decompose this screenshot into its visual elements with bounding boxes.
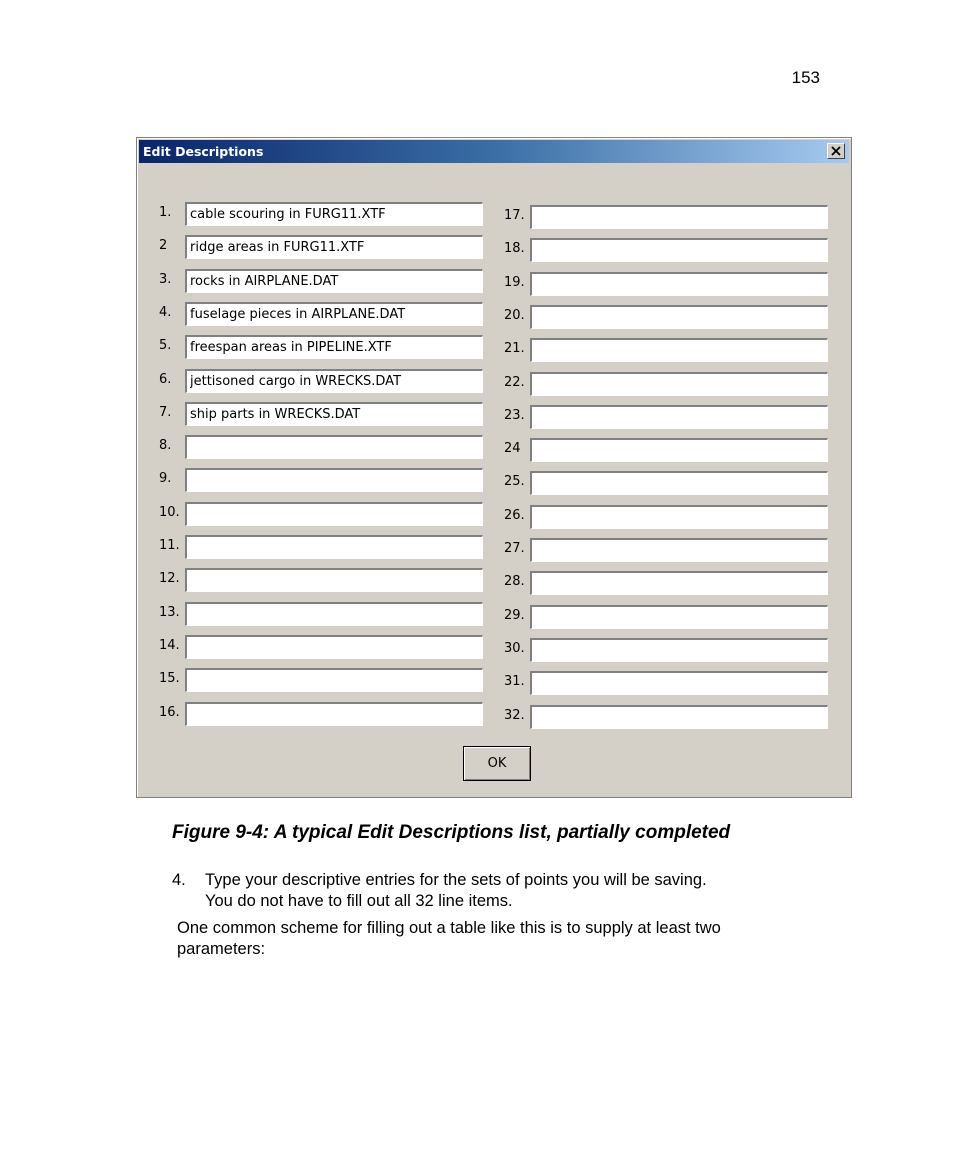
edit-descriptions-dialog bbox=[136, 137, 852, 798]
paragraph-line-2: parameters: bbox=[177, 940, 266, 958]
ok-button[interactable]: OK bbox=[463, 746, 531, 781]
paragraph-line-1: One common scheme for filling out a table like this is to supply at least two bbox=[177, 919, 721, 937]
row-number: 18. bbox=[504, 241, 525, 256]
description-input[interactable] bbox=[185, 202, 483, 226]
description-input[interactable] bbox=[530, 372, 828, 396]
description-input[interactable] bbox=[530, 338, 828, 362]
row-number: 6. bbox=[159, 372, 172, 387]
row-number: 23. bbox=[504, 408, 525, 423]
description-input[interactable] bbox=[530, 438, 828, 462]
description-input[interactable] bbox=[530, 405, 828, 429]
row-number: 7. bbox=[159, 405, 172, 420]
description-input[interactable] bbox=[530, 538, 828, 562]
row-number: 28. bbox=[504, 574, 525, 589]
body-paragraph bbox=[177, 918, 817, 960]
row-number: 32. bbox=[504, 708, 525, 723]
row-number: 27. bbox=[504, 541, 525, 556]
row-number: 1. bbox=[159, 205, 172, 220]
description-input[interactable] bbox=[530, 671, 828, 695]
row-number: 30. bbox=[504, 641, 525, 656]
step-text-line-1: Type your descriptive entries for the sets of points you will be saving. bbox=[205, 871, 707, 889]
row-number: 14. bbox=[159, 638, 180, 653]
row-number: 10. bbox=[159, 505, 180, 520]
row-number: 20. bbox=[504, 308, 525, 323]
description-input[interactable] bbox=[185, 302, 483, 326]
dialog-title: Edit Descriptions bbox=[143, 144, 264, 159]
row-number: 24 bbox=[504, 441, 521, 456]
description-input[interactable] bbox=[530, 471, 828, 495]
row-number: 22. bbox=[504, 375, 525, 390]
description-input[interactable] bbox=[530, 571, 828, 595]
row-number: 17. bbox=[504, 208, 525, 223]
row-number: 21. bbox=[504, 341, 525, 356]
step-4 bbox=[172, 870, 812, 912]
description-input[interactable] bbox=[530, 238, 828, 262]
description-input[interactable] bbox=[185, 235, 483, 259]
row-number: 16. bbox=[159, 705, 180, 720]
row-number: 12. bbox=[159, 571, 180, 586]
step-number: 4. bbox=[172, 871, 186, 889]
row-number: 8. bbox=[159, 438, 172, 453]
row-number: 9. bbox=[159, 471, 172, 486]
figure-caption: Figure 9-4: A typical Edit Descriptions list, partially completed bbox=[172, 822, 731, 843]
description-input[interactable] bbox=[185, 402, 483, 426]
row-number: 25. bbox=[504, 474, 525, 489]
description-input[interactable] bbox=[185, 602, 483, 626]
description-input[interactable] bbox=[185, 702, 483, 726]
description-input[interactable] bbox=[185, 535, 483, 559]
description-input[interactable] bbox=[530, 505, 828, 529]
row-number: 13. bbox=[159, 605, 180, 620]
description-input[interactable] bbox=[530, 205, 828, 229]
description-input[interactable] bbox=[530, 605, 828, 629]
description-input[interactable] bbox=[185, 568, 483, 592]
row-number: 11. bbox=[159, 538, 180, 553]
description-input[interactable] bbox=[185, 269, 483, 293]
step-text bbox=[205, 870, 812, 912]
description-input[interactable] bbox=[530, 705, 828, 729]
row-number: 5. bbox=[159, 338, 172, 353]
close-icon bbox=[831, 146, 841, 156]
description-input[interactable] bbox=[185, 335, 483, 359]
description-input[interactable] bbox=[185, 369, 483, 393]
description-input[interactable] bbox=[530, 638, 828, 662]
description-input[interactable] bbox=[185, 435, 483, 459]
row-number: 29. bbox=[504, 608, 525, 623]
description-input[interactable] bbox=[185, 468, 483, 492]
row-number: 4. bbox=[159, 305, 172, 320]
row-number: 15. bbox=[159, 671, 180, 686]
description-input[interactable] bbox=[185, 502, 483, 526]
row-number: 31. bbox=[504, 674, 525, 689]
row-number: 26. bbox=[504, 508, 525, 523]
row-number: 2 bbox=[159, 238, 168, 253]
close-button[interactable] bbox=[827, 143, 845, 159]
description-input[interactable] bbox=[185, 668, 483, 692]
description-input[interactable] bbox=[185, 635, 483, 659]
page-number: 153 bbox=[791, 68, 820, 87]
description-input[interactable] bbox=[530, 272, 828, 296]
step-text-line-2: You do not have to fill out all 32 line items. bbox=[205, 892, 513, 910]
row-number: 3. bbox=[159, 272, 172, 287]
description-input[interactable] bbox=[530, 305, 828, 329]
dialog-titlebar[interactable] bbox=[139, 140, 849, 163]
row-number: 19. bbox=[504, 275, 525, 290]
